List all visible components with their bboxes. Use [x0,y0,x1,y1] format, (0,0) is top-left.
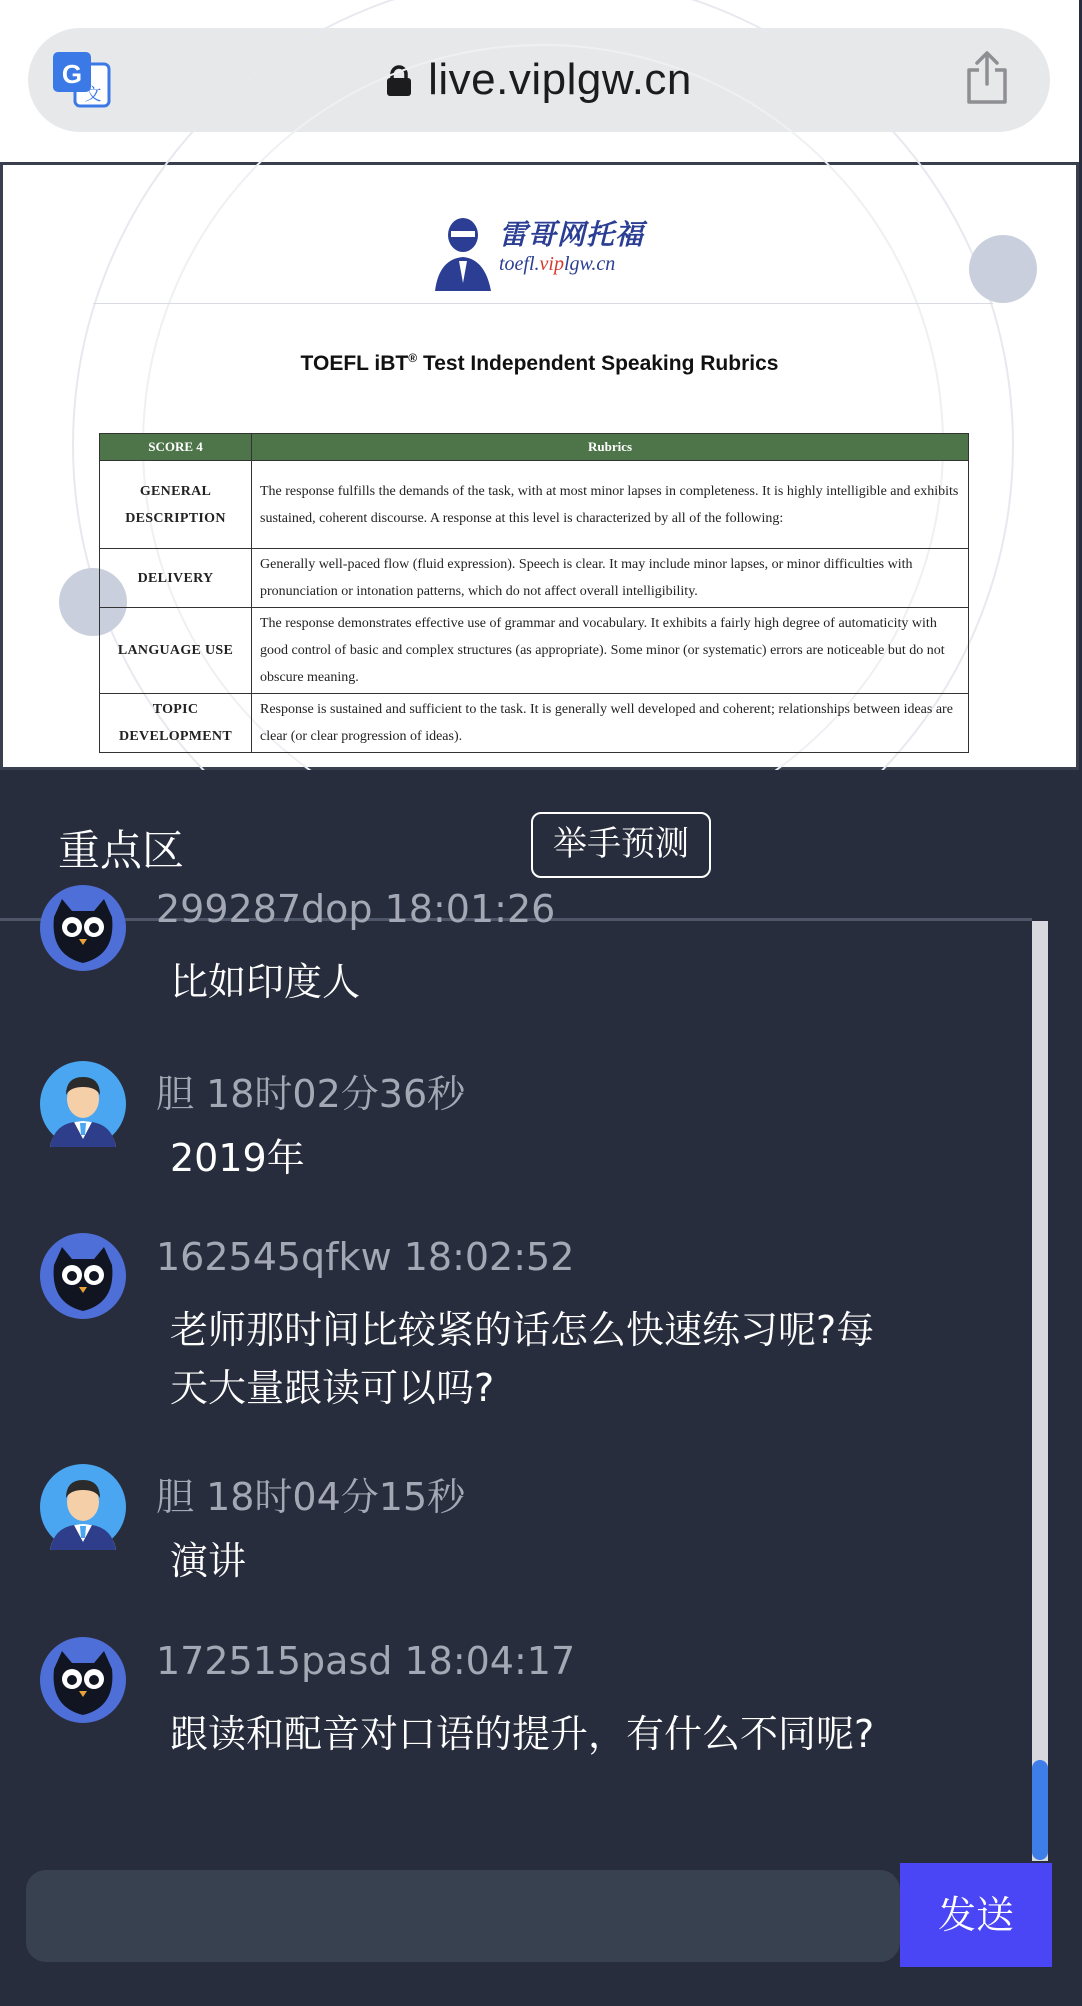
lock-icon [386,65,412,97]
row-category: TOPIC DEVELOPMENT [100,694,252,753]
logo-english-text: toefl.viplgw.cn [499,253,616,275]
row-text: Response is sustained and sufficient to the task. It is generally well developed and coherent; relationships between ideas are clear (or clear progression of ideas). [252,694,969,753]
table-row [100,608,969,694]
logo-chinese-text: 雷哥网托福 [499,218,645,251]
message-text: 2019年 [170,1136,305,1180]
section-title: 重点区 [58,826,185,875]
message-input[interactable] [26,1870,900,1962]
raise-hand-button[interactable]: 举手预测 [531,812,711,878]
table-row [100,549,969,608]
row-text: The response fulfills the demands of the task, with at most minor lapses in completeness. It is highly intelligible and exhibits sustained, coherent discourse. A response at this level is characterized by all of the following: [252,461,969,549]
share-icon[interactable] [964,50,1010,106]
message-meta: 162545qfkw 18:02:52 [156,1235,575,1279]
table-row [100,461,969,549]
logo-person-icon [429,213,495,293]
teacher-avatar-icon[interactable] [40,1464,126,1550]
row-category: DELIVERY [100,549,252,608]
row-text: Generally well-paced flow (fluid expression). Speech is clear. It may include minor lapses, or minor difficulties with pronunciation or intonation patterns, which do not affect overall intelligibility. [252,549,969,608]
rubric-table [99,433,969,753]
rubric-table-header [100,434,969,461]
browser-chrome [0,0,1079,162]
slide-divider [93,303,993,304]
message-text: 跟读和配音对口语的提升，有什么不同呢? [170,1712,875,1756]
chat-list[interactable] [0,887,1032,1861]
url-text[interactable]: live.viplgw.cn [428,55,692,104]
svg-text:文: 文 [84,85,102,105]
row-text: The response demonstrates effective use of grammar and vocabulary. It exhibits a fairly high degree of automaticity with good control of basic and complex structures (as appropriate). Some minor (or systematic) errors are noticeable but do not obscure meaning. [252,608,969,694]
message-meta: 胆 18时02分36秒 [156,1072,466,1116]
rubrics-header: Rubrics [252,434,969,461]
row-category: GENERAL DESCRIPTION [100,461,252,549]
slide-title: TOEFL iBT® Test Independent Speaking Rubrics [300,351,779,375]
message-text: 老师那时间比较紧的话怎么快速练习呢?每天大量跟读可以吗? [170,1308,875,1410]
message-text: 比如印度人 [170,960,361,1004]
table-row [100,694,969,753]
message-meta: 172515pasd 18:04:17 [156,1639,576,1683]
owl-avatar-icon[interactable] [40,1233,126,1319]
send-button[interactable]: 发送 [900,1863,1052,1967]
presentation-slide [0,162,1079,770]
message-meta: 胆 18时04分15秒 [156,1475,466,1519]
message-meta: 299287dop 18:01:26 [156,887,556,931]
row-category: LANGUAGE USE [100,608,252,694]
owl-avatar-icon[interactable] [40,1637,126,1723]
teacher-avatar-icon[interactable] [40,1061,126,1147]
chat-scrollbar-track[interactable] [1032,921,1048,1861]
address-bar[interactable] [28,28,1050,132]
chat-scrollbar-thumb[interactable] [1032,1760,1048,1860]
score-header: SCORE 4 [100,434,252,461]
svg-text:G: G [61,59,83,89]
message-text: 演讲 [170,1539,247,1583]
owl-avatar-icon[interactable] [40,885,126,971]
brand-logo [429,213,669,297]
